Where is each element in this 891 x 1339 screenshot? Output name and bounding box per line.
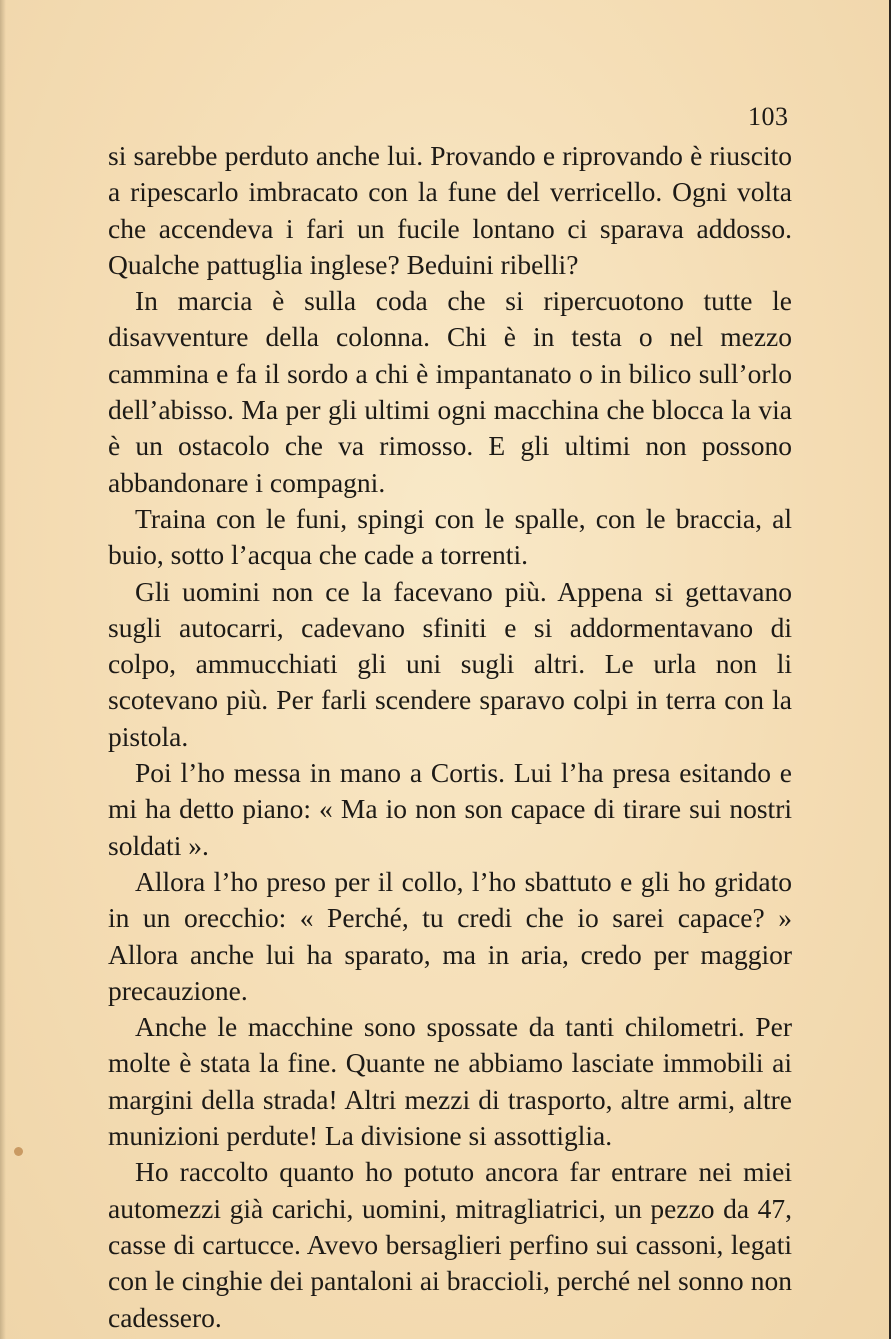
paragraph: In marcia è sulla coda che si ripercuotono tutte le disavventure della colonna. Chi è in testa o nel mezzo cammina e fa il sordo a chi è impantanato o in bilico sull’orlo dell’abisso. Ma per gli ultimi ogni macchina che blocca la via è un ostacolo che va rimosso. E gli ultimi non possono abbandonare i compagni. [108, 285, 792, 498]
paragraph: Anche le macchine sono spossate da tanti chilometri. Per molte è stata la fine. Quante ne abbiamo lasciate immobili ai margini della strada! Altri mezzi di trasporto, altre armi, altre munizioni perdute! La divisione si assottiglia. [108, 1011, 792, 1152]
body-text [108, 138, 792, 1336]
paragraph: si sarebbe perduto anche lui. Provando e riprovando è riuscito a ripescarlo imbracato con la fune del verricello. Ogni volta che accendeva i fari un fucile lontano ci sparava addosso. Qualche pattuglia inglese? Beduini ribelli? [108, 140, 792, 280]
page-right-edge-shadow [883, 0, 891, 1339]
page-number: 103 [748, 102, 789, 131]
paragraph: Allora l’ho preso per il collo, l’ho sbattuto e gli ho gridato in un orecchio: « Perché, tu credi che io sarei capace? » Allora anche lui ha sparato, ma in aria, credo per maggior precauzione. [108, 865, 792, 1006]
paragraph: Gli uomini non ce la facevano più. Appena si gettavano sugli autocarri, cadevano sfiniti e si addormentavano di colpo, ammucchiati gli uni sugli altri. Le urla non li scotevano più. Per farli scendere sparavo colpi in terra con la pistola. [108, 575, 792, 752]
paper-stain [14, 1147, 23, 1156]
page-left-edge-shadow [0, 0, 6, 1339]
paragraph: Poi l’ho messa in mano a Cortis. Lui l’ha presa esitando e mi ha detto piano: « Ma io non son capace di tirare sui nostri soldati ». [108, 757, 792, 861]
paragraph: Traina con le funi, spingi con le spalle, con le braccia, al buio, sotto l’acqua che cade a torrenti. [108, 502, 792, 571]
paragraph: Ho raccolto quanto ho potuto ancora far entrare nei miei automezzi già carichi, uomini, mitragliatrici, un pezzo da 47, casse di cartucce. Avevo bersaglieri perfino sui cassoni, legati con le cinghie dei pantaloni ai braccioli, perché nel sonno non cadessero. [108, 1156, 792, 1333]
